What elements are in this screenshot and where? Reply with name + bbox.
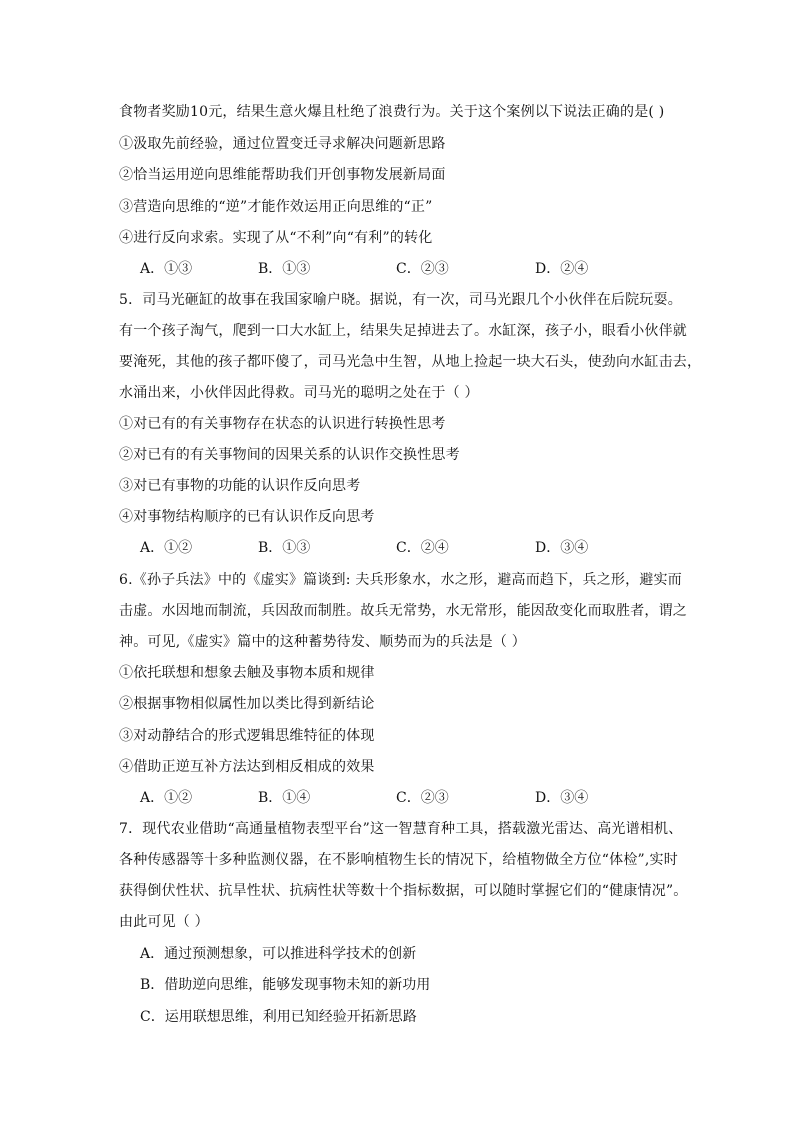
q5-statement-4: ④对事物结构顺序的已有认识作反向思考 — [119, 509, 375, 525]
q4-options — [140, 259, 660, 279]
q7-choice-b[interactable]: B．借助逆向思维，能够发现事物未知的新功用 — [140, 977, 431, 993]
q4-option-d[interactable]: D．②④ — [535, 261, 589, 277]
q6-stem-line-2: 击虚。水因地而制流，兵因敌而制胜。故兵无常势，水无常形，能因敌变化而取胜者，谓之 — [119, 603, 687, 619]
q4-option-a[interactable]: A．①③ — [140, 261, 193, 277]
q4-statement-2: ②恰当运用逆向思维能帮助我们开创事物发展新局面 — [119, 167, 446, 183]
q6-statement-2: ②根据事物相似属性加以类比得到新结论 — [119, 696, 375, 712]
q5-option-a[interactable]: A．①② — [140, 540, 193, 556]
q4-statement-3: ③营造向思维的“逆”才能作效运用正向思维的“正” — [119, 199, 433, 215]
q6-option-a[interactable]: A．①② — [140, 790, 193, 806]
q5-option-c[interactable]: C．②④ — [396, 540, 449, 556]
q4-option-c[interactable]: C．②③ — [396, 261, 449, 277]
q7-stem-line-3: 获得倒伏性状、抗旱性状、抗病性状等数十个指标数据，可以随时掌握它们的“健康情况”。 — [119, 883, 688, 899]
q6-statement-4: ④借助正逆互补方法达到相反相成的效果 — [119, 759, 375, 775]
q5-stem-line-4: 水涌出来，小伙伴因此得救。司马光的聪明之处在于（ ） — [119, 385, 479, 401]
q4-statement-4: ④进行反向求索。实现了从“不利”向“有利”的转化 — [119, 230, 433, 246]
q4-option-b[interactable]: B．①③ — [258, 261, 311, 277]
q6-option-b[interactable]: B．①④ — [258, 790, 311, 806]
q5-options — [140, 538, 660, 558]
q5-statement-3: ③对已有事物的功能的认识作反向思考 — [119, 478, 361, 494]
q5-statement-2: ②对已有的有关事物间的因果关系的认识作交换性思考 — [119, 447, 460, 463]
q4-statement-1: ①汲取先前经验，通过位置变迁寻求解决问题新思路 — [119, 136, 446, 152]
q5-option-b[interactable]: B．①③ — [258, 540, 311, 556]
q6-stem-line-3: 神。可见,《虚实》篇中的这种蓄势待发、顺势而为的兵法是（ ） — [119, 634, 526, 650]
q6-statement-3: ③对动静结合的形式逻辑思维特征的体现 — [119, 728, 375, 744]
q5-option-d[interactable]: D．③④ — [535, 540, 589, 556]
q5-stem-line-1: 5．司马光砸缸的故事在我国家喻户晓。据说，有一次，司马光跟几个小伙伴在后院玩耍。 — [119, 292, 682, 308]
q7-stem-line-2: 各种传感器等十多种监测仪器，在不影响植物生长的情况下，给植物做全方位“体检”,实时 — [119, 852, 678, 868]
q4-stem-line: 食物者奖励10元，结果生意火爆且杜绝了浪费行为。关于这个案例以下说法正确的是( ) — [119, 104, 665, 120]
q5-stem-line-2: 有一个孩子淘气，爬到一口大水缸上，结果失足掉进去了。水缸深，孩子小，眼看小伙伴就 — [119, 323, 687, 339]
q6-stem-line-1: 6.《孙子兵法》中的《虚实》篇谈到: 夫兵形象水，水之形，避高而趋下，兵之形，避实而 — [119, 572, 682, 588]
q7-stem-line-1: 7．现代农业借助“高通量植物表型平台”这一智慧育种工具，搭载激光雷达、高光谱相机、 — [119, 821, 683, 837]
q6-statement-1: ①依托联想和想象去触及事物本质和规律 — [119, 665, 375, 681]
q7-stem-line-4: 由此可见（ ） — [119, 914, 209, 930]
q5-stem-line-3: 要淹死，其他的孩子都吓傻了，司马光急中生智，从地上捡起一块大石头，使劲向水缸击去， — [119, 354, 702, 370]
q5-statement-1: ①对已有的有关事物存在状态的认识进行转换性思考 — [119, 416, 446, 432]
q6-option-c[interactable]: C．②③ — [396, 790, 449, 806]
q7-choice-a[interactable]: A．通过预测想象，可以推进科学技术的创新 — [140, 946, 417, 962]
q6-options — [140, 788, 660, 808]
q6-option-d[interactable]: D．③④ — [535, 790, 589, 806]
q7-choice-c[interactable]: C．运用联想思维，利用已知经验开拓新思路 — [140, 1009, 417, 1025]
